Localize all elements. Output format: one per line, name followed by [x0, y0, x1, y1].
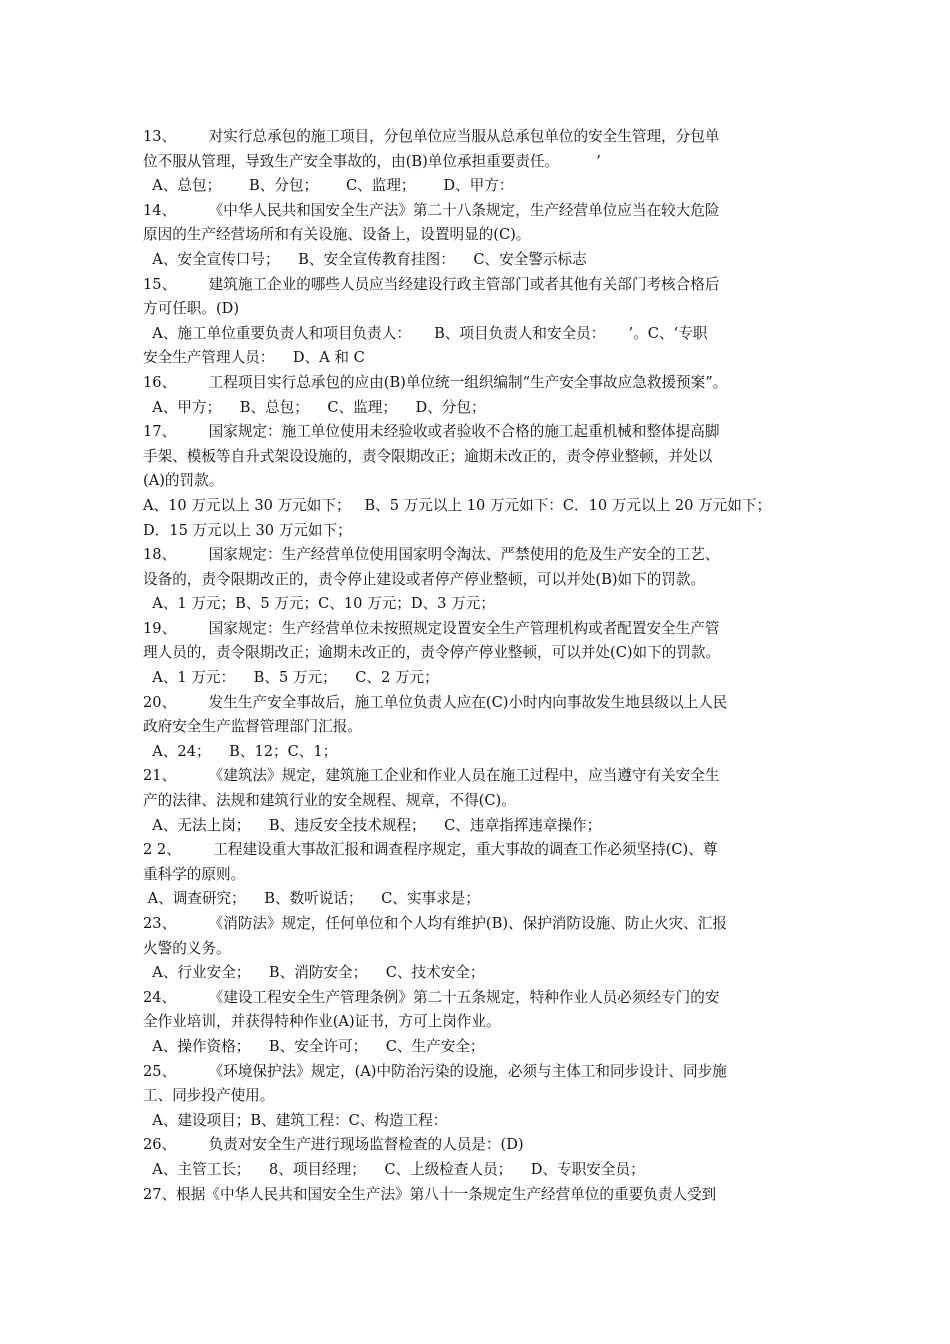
text-line: A、操作资格； B、安全许可； C、生产安全；	[143, 1037, 485, 1055]
text-line: A、1 万元；B、5 万元；C、10 万元；D、3 万元；	[143, 595, 495, 613]
text-line: 安全生产管理人员： D、A 和 C	[143, 349, 365, 367]
text-line: A、总包； B、分包； C、监理； D、甲方：	[143, 177, 514, 195]
text-line: (A)的罚款。	[143, 472, 224, 490]
text-line: 产的法律、法规和建筑行业的安全规程、规章，不得(C)。	[143, 792, 516, 810]
text-line: 设备的，责令限期改正的，责令停止建设或者停产停业整顿，可以并处(B)如下的罚款。	[143, 570, 706, 588]
text-line: 14、 《中华人民共和国安全生产法》第二十八条规定，生产经营单位应当在较大危险	[143, 201, 720, 219]
text-line: 火警的义务。	[143, 939, 231, 957]
text-line: A、甲方； B、总包； C、监理； D、分包；	[143, 398, 486, 416]
text-line: 原因的生产经营场所和有关设施、设备上，设置明显的(C)。	[143, 226, 531, 244]
text-line: 理人员的，责令限期改正；逾期未改正的，责令停产停业整顿，可以并处(C)如下的罚款。	[143, 644, 721, 662]
text-line: 方可任职。(D)	[143, 300, 240, 318]
text-line: 位不服从管理，导致生产安全事故的，由(B)单位承担重要责任。 ’	[143, 152, 601, 170]
text-line: A、调查研究； B、数听说话； C、实事求是；	[143, 890, 480, 908]
text-line: 重科学的原则。	[143, 865, 246, 883]
document-body	[143, 125, 815, 1207]
text-line: 20、 发生生产安全事故后，施工单位负责人应在(C)小时内向事故发生地县级以上人民	[143, 693, 728, 711]
text-line: 工、同步投产使用。	[143, 1087, 275, 1105]
text-line: 23、 《消防法》规定，任何单位和个人均有维护(B)、保护消防设施、防止火灾、汇报	[143, 915, 727, 932]
text-line: 17、 国家规定：施工单位使用未经验收或者验收不合格的施工起重机械和整体提高脚	[143, 423, 720, 441]
text-line: 24、 《建设工程安全生产管理条例》第二十五条规定，特种作业人员必须经专门的安	[143, 988, 720, 1006]
text-line: A、施工单位重要负责人和项目负责人： B、项目负责人和安全员： ’。C、‘专职	[143, 324, 708, 342]
text-line: 21、 《建筑法》规定，建筑施工企业和作业人员在施工过程中，应当遵守有关安全生	[143, 767, 720, 785]
text-line: 16、 工程项目实行总承包的应由(B)单位统一组织编制“生产安全事故应急救援预案”。	[143, 373, 728, 391]
text-line: 2 2、 工程建设重大事故汇报和调查程序规定，重大事故的调查工作必须坚持(C)、尊	[143, 841, 718, 859]
text-line: A、无法上岗； B、违反安全技术规程； C、违章指挥违章操作；	[143, 816, 602, 834]
text-line: 18、 国家规定：生产经营单位使用国家明令淘汰、严禁使用的危及生产安全的工艺、	[143, 546, 720, 564]
text-line: A、主管工长； 8、项目经理； C、上级检查人员； D、专职安全员；	[143, 1160, 645, 1178]
text-line: A、行业安全； B、消防安全； C、技术安全；	[143, 964, 485, 982]
text-line: A、建设项目；B、建筑工程：C、构造工程：	[143, 1111, 448, 1129]
text-line: 13、 对实行总承包的施工项目，分包单位应当服从总承包单位的安全生管理，分包单	[143, 128, 720, 145]
text-line: A、1 万元： B、5 万元； C、2 万元；	[143, 669, 439, 687]
text-line: 15、 建筑施工企业的哪些人员应当经建设行政主管部门或者其他有关部门考核合格后	[143, 275, 720, 293]
text-line: 政府安全生产监督管理部门汇报。	[143, 718, 362, 736]
text-line: 25、 《环境保护法》规定，(A)中防治污染的设施，必须与主体工和同步设计、同步施	[143, 1062, 727, 1080]
text-line: A、安全宣传口号； B、安全宣传教育挂图： C、安全警示标志	[143, 250, 587, 268]
text-line: 26、 负责对安全生产进行现场监督检查的人员是：(D)	[143, 1136, 524, 1154]
text-line: 19、 国家规定：生产经营单位未按照规定设置安全生产管理机构或者配置安全生产管	[143, 619, 720, 637]
text-line: D．15 万元以上 30 万元如下；	[143, 521, 352, 539]
text-line: 27、根据《中华人民共和国安全生产法》第八十一条规定生产经营单位的重要负责人受到	[143, 1185, 717, 1203]
text-line: 全作业培训，并获得特种作业(A)证书，方可上岗作业。	[143, 1013, 501, 1031]
text-line: A、10 万元以上 30 万元如下； B、5 万元以上 10 万元如下：C．10 万元以上 20 万元如下；	[143, 496, 772, 514]
text-line: A、24； B、12；C、1；	[143, 742, 338, 760]
text-line: 手架、模板等自升式架设设施的，责令限期改正；逾期未改正的，责令停业整顿，并处以	[143, 447, 713, 465]
